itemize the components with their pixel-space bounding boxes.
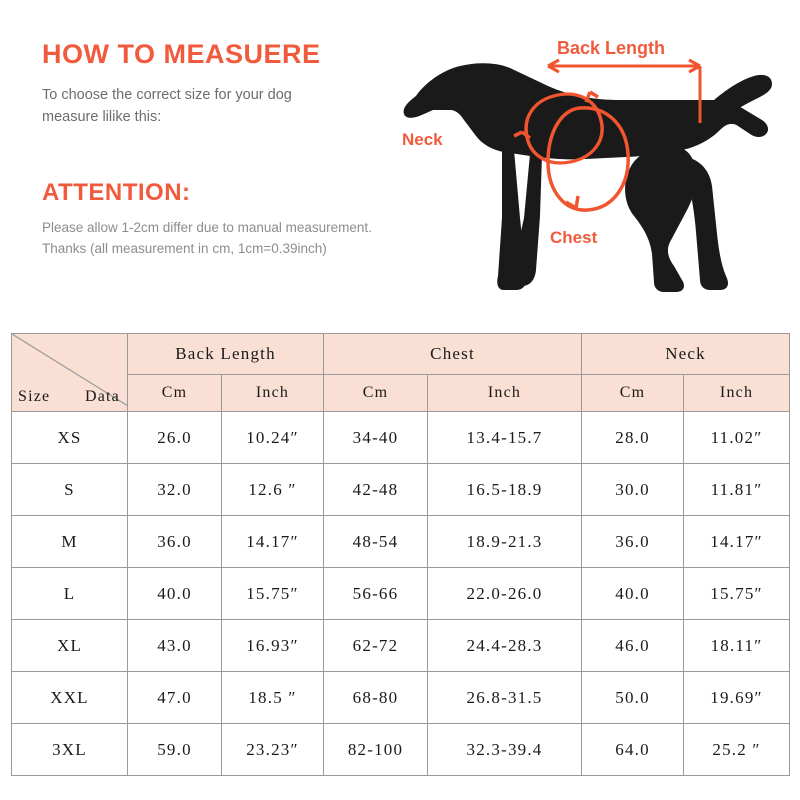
cell-back-cm: 26.0 [128, 412, 222, 464]
cell-neck-cm: 36.0 [582, 516, 684, 568]
cell-chest-inch: 32.3-39.4 [428, 724, 582, 776]
table-row [12, 516, 790, 568]
instructions-text: To choose the correct size for your dog measure lilike this: [42, 86, 292, 126]
cell-chest-cm: 56-66 [324, 568, 428, 620]
cell-neck-cm: 50.0 [582, 672, 684, 724]
label-back-length: Back Length [557, 38, 666, 58]
cell-neck-inch: 11.81″ [684, 464, 790, 516]
table-row [12, 568, 790, 620]
unit-header-neck-inch: Inch [684, 375, 790, 412]
cell-size: L [12, 568, 128, 620]
attention-title: ATTENTION: [42, 178, 191, 206]
cell-neck-inch: 19.69″ [684, 672, 790, 724]
table-row [12, 620, 790, 672]
cell-chest-cm: 68-80 [324, 672, 428, 724]
cell-neck-cm: 46.0 [582, 620, 684, 672]
cell-neck-cm: 40.0 [582, 568, 684, 620]
corner-label-size: Size [18, 388, 51, 405]
cell-chest-inch: 13.4-15.7 [428, 412, 582, 464]
cell-chest-inch: 18.9-21.3 [428, 516, 582, 568]
attention-note-line-1: Please allow 1-2cm differ due to manual measurement. [42, 219, 372, 235]
table-row [12, 464, 790, 516]
cell-chest-cm: 34-40 [324, 412, 428, 464]
cell-back-cm: 59.0 [128, 724, 222, 776]
cell-back-inch: 10.24″ [222, 412, 324, 464]
cell-chest-cm: 62-72 [324, 620, 428, 672]
cell-back-cm: 32.0 [128, 464, 222, 516]
cell-chest-cm: 82-100 [324, 724, 428, 776]
cell-chest-inch: 16.5-18.9 [428, 464, 582, 516]
cell-back-inch: 14.17″ [222, 516, 324, 568]
cell-back-cm: 40.0 [128, 568, 222, 620]
cell-size: XXL [12, 672, 128, 724]
cell-back-inch: 18.5 ″ [222, 672, 324, 724]
dog-measure-diagram [390, 18, 790, 323]
label-neck: Neck [402, 130, 443, 149]
corner-label-data: Data [84, 388, 120, 405]
page-title: HOW TO MEASUERE [42, 39, 321, 69]
cell-chest-inch: 22.0-26.0 [428, 568, 582, 620]
unit-header-neck-cm: Cm [582, 375, 684, 412]
table-corner-header [12, 334, 128, 412]
table-row [12, 672, 790, 724]
cell-neck-inch: 11.02″ [684, 412, 790, 464]
cell-chest-cm: 48-54 [324, 516, 428, 568]
cell-size: M [12, 516, 128, 568]
label-chest: Chest [550, 228, 598, 247]
cell-chest-inch: 26.8-31.5 [428, 672, 582, 724]
size-table [11, 333, 790, 776]
cell-size: S [12, 464, 128, 516]
unit-header-chest-cm: Cm [324, 375, 428, 412]
cell-back-inch: 12.6 ″ [222, 464, 324, 516]
unit-header-back-cm: Cm [128, 375, 222, 412]
table-row [12, 412, 790, 464]
measure-instructions [42, 40, 422, 260]
cell-size: XL [12, 620, 128, 672]
cell-neck-inch: 15.75″ [684, 568, 790, 620]
attention-note-line-2: Thanks (all measurement in cm, 1cm=0.39inch) [42, 241, 327, 257]
cell-back-inch: 16.93″ [222, 620, 324, 672]
cell-size: 3XL [12, 724, 128, 776]
group-header-back-length: Back Length [128, 334, 324, 375]
dog-silhouette-icon [390, 18, 790, 323]
cell-size: XS [12, 412, 128, 464]
unit-header-back-inch: Inch [222, 375, 324, 412]
cell-back-cm: 47.0 [128, 672, 222, 724]
cell-back-inch: 23.23″ [222, 724, 324, 776]
cell-back-cm: 43.0 [128, 620, 222, 672]
cell-neck-cm: 64.0 [582, 724, 684, 776]
cell-back-cm: 36.0 [128, 516, 222, 568]
cell-back-inch: 15.75″ [222, 568, 324, 620]
cell-neck-inch: 14.17″ [684, 516, 790, 568]
unit-header-chest-inch: Inch [428, 375, 582, 412]
cell-neck-inch: 25.2 ″ [684, 724, 790, 776]
size-table-wrapper [11, 333, 789, 776]
cell-chest-inch: 24.4-28.3 [428, 620, 582, 672]
group-header-neck: Neck [582, 334, 790, 375]
cell-neck-inch: 18.11″ [684, 620, 790, 672]
cell-neck-cm: 28.0 [582, 412, 684, 464]
group-header-chest: Chest [324, 334, 582, 375]
cell-chest-cm: 42-48 [324, 464, 428, 516]
table-row [12, 724, 790, 776]
cell-neck-cm: 30.0 [582, 464, 684, 516]
